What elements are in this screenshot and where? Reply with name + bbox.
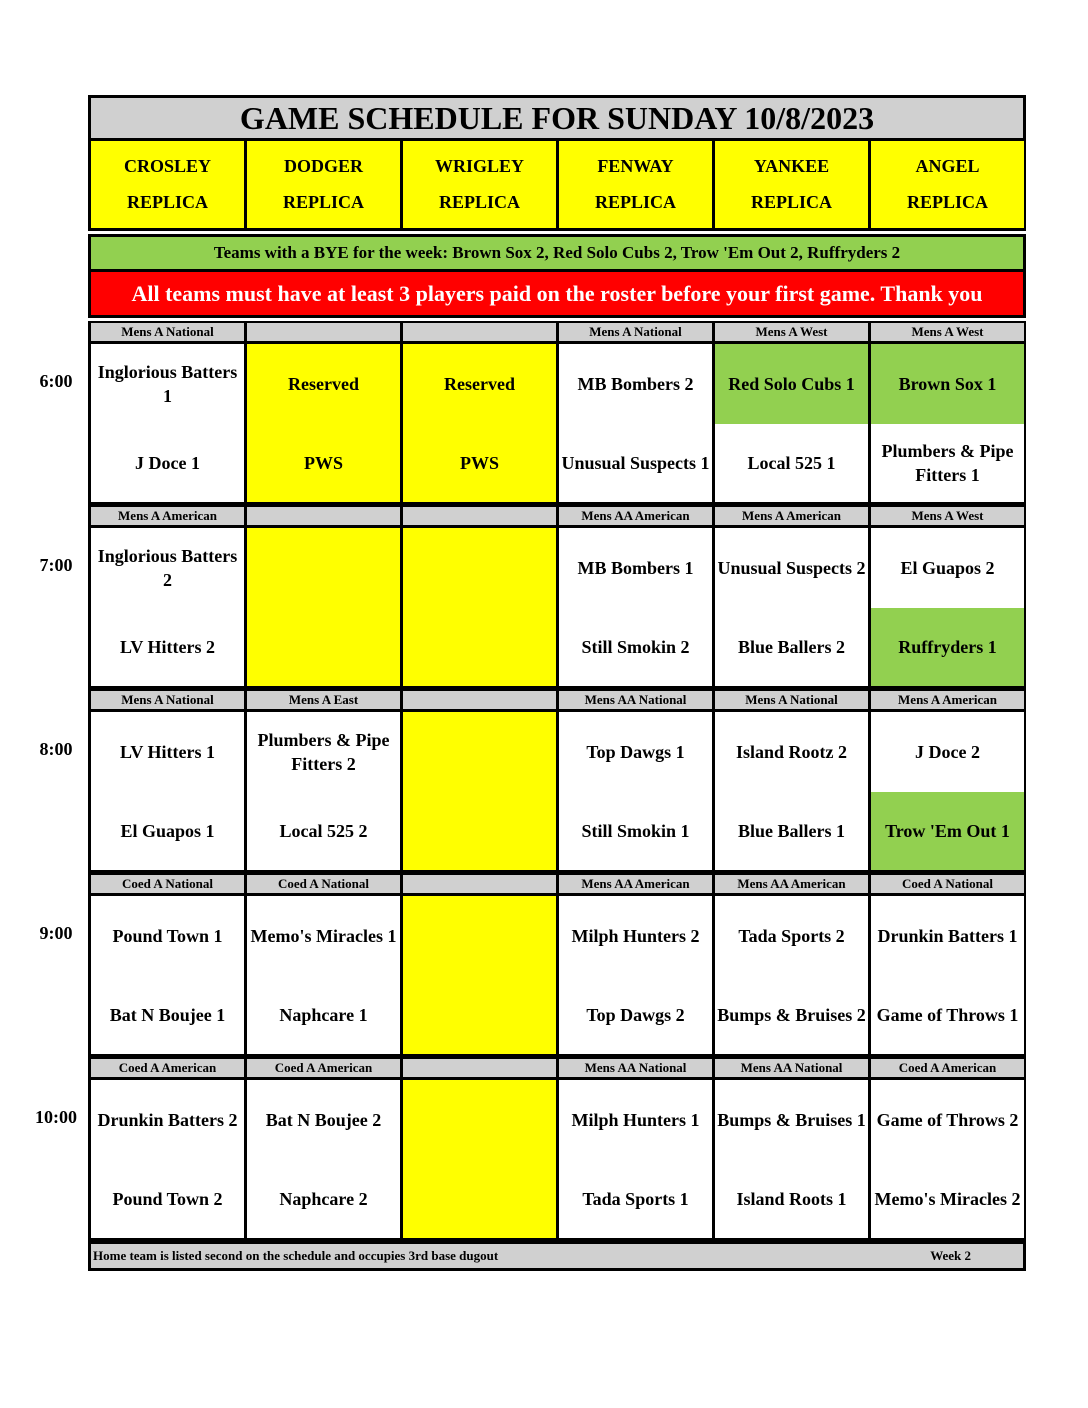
week-label: Week 2 [930,1248,971,1263]
page-title: GAME SCHEDULE FOR SUNDAY 10/8/2023 [88,95,1026,141]
division-label: Coed A National [91,875,244,893]
away-team-cell: Tada Sports 2 [715,896,868,976]
division-label [247,507,400,525]
home-team-cell: Naphcare 1 [247,976,400,1054]
field-header-row [88,141,1026,231]
away-team-cell: Inglorious Batters 2 [91,528,244,608]
field-subtitle: REPLICA [750,192,832,212]
home-team-cell: Blue Ballers 2 [715,608,868,686]
away-team-cell: Red Solo Cubs 1 [715,344,868,424]
field-subtitle: REPLICA [438,192,520,212]
time-slot-block [88,873,1026,1057]
division-label [403,691,556,709]
home-team-cell: Game of Throws 1 [871,976,1024,1054]
away-team-cell: Milph Hunters 2 [559,896,712,976]
away-team-cell: Brown Sox 1 [871,344,1024,424]
division-label: Mens A American [871,691,1024,709]
away-team-cell: J Doce 2 [871,712,1024,792]
time-label: 7:00 [39,555,73,575]
division-label: Mens A American [91,507,244,525]
division-label: Mens A West [871,323,1024,341]
field-header-fenway [559,141,712,228]
home-team-cell: Ruffryders 1 [871,608,1024,686]
home-team-cell: J Doce 1 [91,424,244,502]
field-subtitle: REPLICA [282,192,364,212]
division-label: Coed A National [871,875,1024,893]
away-team-cell: Milph Hunters 1 [559,1080,712,1160]
home-team-cell: Plumbers & Pipe Fitters 1 [871,424,1024,502]
away-team-cell [403,1080,556,1160]
division-label: Coed A American [247,1059,400,1077]
division-label [403,507,556,525]
division-label: Mens A East [247,691,400,709]
division-label: Mens A National [91,691,244,709]
field-subtitle: REPLICA [594,192,676,212]
time-slot-block [88,1057,1026,1241]
division-label: Mens AA American [715,875,868,893]
home-team-cell: Blue Ballers 1 [715,792,868,870]
field-name: ANGEL [915,156,980,176]
division-label: Coed A American [91,1059,244,1077]
field-header-angel [871,141,1024,228]
division-label: Mens A West [871,507,1024,525]
division-label: Mens A National [715,691,868,709]
division-label: Mens AA National [559,1059,712,1077]
division-label [403,1059,556,1077]
away-team-cell: MB Bombers 1 [559,528,712,608]
home-team-cell: Trow 'Em Out 1 [871,792,1024,870]
away-team-cell [403,896,556,976]
home-team-cell [403,608,556,686]
away-team-cell: Drunkin Batters 1 [871,896,1024,976]
home-team-cell: Tada Sports 1 [559,1160,712,1238]
away-team-cell: El Guapos 2 [871,528,1024,608]
away-team-cell: Reserved [247,344,400,424]
time-label: 9:00 [39,923,73,943]
bye-banner: Teams with a BYE for the week: Brown Sox 2, Red Solo Cubs 2, Trow 'Em Out 2, Ruffryders 2 [88,234,1026,272]
division-label [403,323,556,341]
field-name: CROSLEY [123,156,212,176]
away-team-cell: Unusual Suspects 2 [715,528,868,608]
away-team-cell: Bat N Boujee 2 [247,1080,400,1160]
division-label: Mens AA National [559,691,712,709]
time-slot-block [88,505,1026,689]
home-team-cell [403,976,556,1054]
away-team-cell: LV Hitters 1 [91,712,244,792]
away-team-cell: Game of Throws 2 [871,1080,1024,1160]
home-team-cell: Top Dawgs 2 [559,976,712,1054]
field-name: FENWAY [597,156,674,176]
home-team-cell: Still Smokin 2 [559,608,712,686]
field-header-dodger [247,141,400,228]
away-team-cell: Memo's Miracles 1 [247,896,400,976]
away-team-cell: Pound Town 1 [91,896,244,976]
away-team-cell: Top Dawgs 1 [559,712,712,792]
home-team-cell: El Guapos 1 [91,792,244,870]
time-slot-block [88,321,1026,505]
home-team-cell: PWS [403,424,556,502]
home-team-cell: PWS [247,424,400,502]
division-label: Mens A National [559,323,712,341]
away-team-cell [403,528,556,608]
division-label: Mens A American [715,507,868,525]
division-label: Coed A American [871,1059,1024,1077]
division-label: Mens A West [715,323,868,341]
home-team-cell [247,608,400,686]
away-team-cell: Reserved [403,344,556,424]
field-subtitle: REPLICA [906,192,988,212]
home-team-cell: Bat N Boujee 1 [91,976,244,1054]
division-label: Mens AA American [559,507,712,525]
division-label: Mens AA American [559,875,712,893]
time-label: 6:00 [39,371,73,391]
home-team-cell: Local 525 2 [247,792,400,870]
away-team-cell: MB Bombers 2 [559,344,712,424]
home-team-cell: Memo's Miracles 2 [871,1160,1024,1238]
time-label: 8:00 [39,739,73,759]
away-team-cell: Island Rootz 2 [715,712,868,792]
home-team-note: Home team is listed second on the schedule and occupies 3rd base dugout [93,1248,499,1263]
division-label [247,323,400,341]
field-header-yankee [715,141,868,228]
home-team-cell: Bumps & Bruises 2 [715,976,868,1054]
division-label: Coed A National [247,875,400,893]
away-team-cell [247,528,400,608]
away-team-cell: Bumps & Bruises 1 [715,1080,868,1160]
field-header-wrigley [403,141,556,228]
footer-bar [88,1241,1026,1271]
field-header-crosley [91,141,244,228]
away-team-cell: Inglorious Batters 1 [91,344,244,424]
away-team-cell [403,712,556,792]
home-team-cell [403,1160,556,1238]
home-team-cell: Naphcare 2 [247,1160,400,1238]
home-team-cell: Local 525 1 [715,424,868,502]
time-label: 10:00 [35,1107,77,1127]
time-slot-block [88,689,1026,873]
home-team-cell: Unusual Suspects 1 [559,424,712,502]
field-name: DODGER [283,156,363,176]
division-label: Mens AA National [715,1059,868,1077]
field-name: YANKEE [753,156,830,176]
home-team-cell: Pound Town 2 [91,1160,244,1238]
field-name: WRIGLEY [434,156,524,176]
home-team-cell [403,792,556,870]
home-team-cell: Still Smokin 1 [559,792,712,870]
away-team-cell: Drunkin Batters 2 [91,1080,244,1160]
division-label: Mens A National [91,323,244,341]
field-subtitle: REPLICA [126,192,208,212]
away-team-cell: Plumbers & Pipe Fitters 2 [247,712,400,792]
home-team-cell: Island Roots 1 [715,1160,868,1238]
division-label [403,875,556,893]
home-team-cell: LV Hitters 2 [91,608,244,686]
roster-notice: All teams must have at least 3 players paid on the roster before your first game. Thank you [88,272,1026,318]
